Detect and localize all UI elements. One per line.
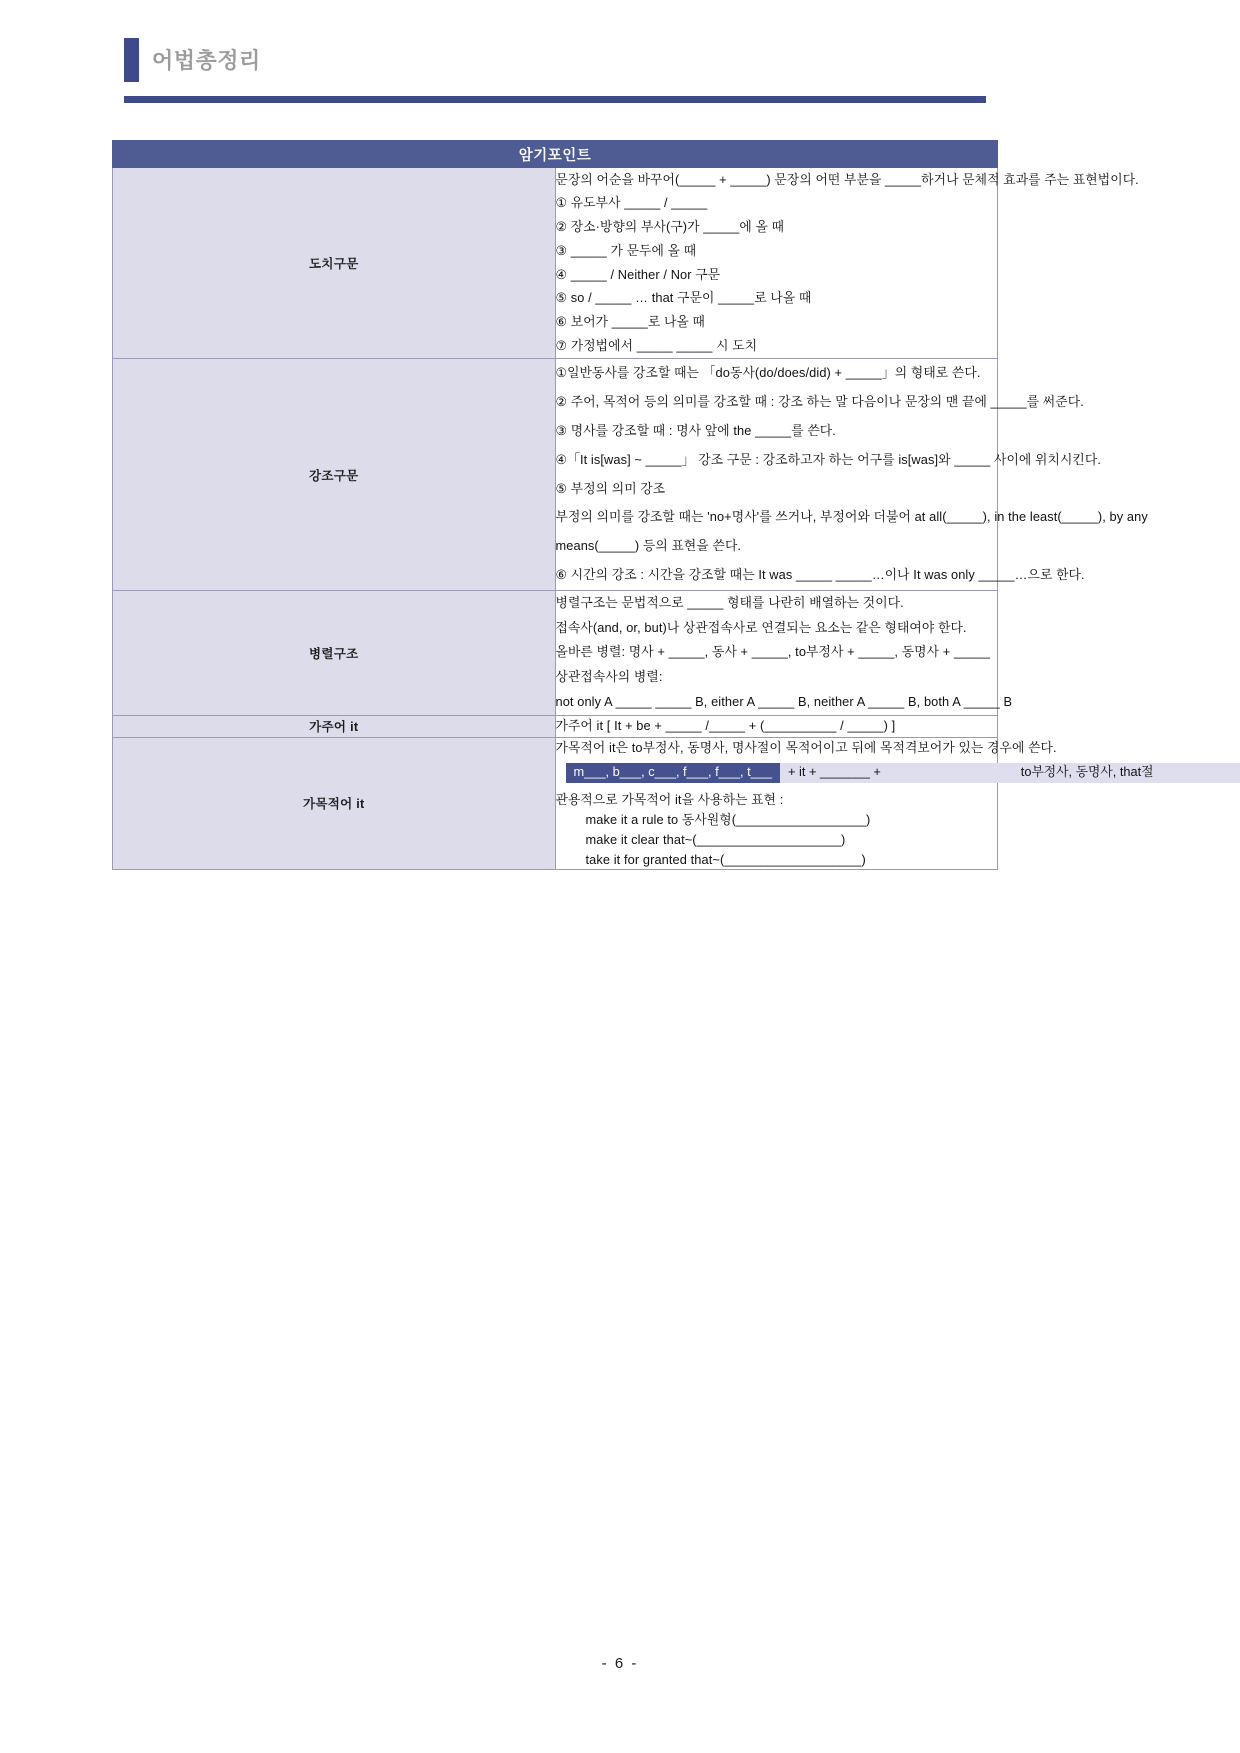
table-title-cell: 암기포인트 (113, 141, 998, 168)
text-line: ④ _____ / Neither / Nor 구문 (555, 266, 721, 282)
text-line: ⑤ so / _____ … that 구문이 _____로 나올 때 (555, 290, 812, 306)
dummy-object-formula-strip (566, 763, 1240, 783)
memorization-points-table (112, 140, 1154, 870)
text-line: not only A _____ _____ B, either A _____ B, neither A _____ B, both A _____ B (555, 693, 1013, 709)
formula-verb-list: m___, b___, c___, f___, f___, t___ (566, 763, 781, 783)
table-row-dummy-object-it (113, 737, 998, 870)
text-line: 가목적어 it은 to부정사, 동명사, 명사절이 목적어이고 뒤에 목적격보어가 있는 경우에 쓴다. (555, 739, 1057, 755)
text-line: ①일반동사를 강조할 때는 「do동사(do/does/did) + _____」의 형태로 쓴다. (555, 365, 981, 381)
table-header-row (113, 141, 998, 168)
table-row-emphasis (113, 359, 998, 590)
text-line: 부정의 의미를 강조할 때는 'no+명사'를 쓰거나, 부정어와 더불어 at all(_____), in the least(_____), by any (555, 509, 1148, 525)
text-line: ③ 명사를 강조할 때 : 명사 앞에 the _____를 쓴다. (555, 422, 836, 438)
idiom-item: make it a rule to 동사원형(__________________) (585, 811, 871, 827)
header-accent-bar (124, 38, 139, 82)
page-number: - 6 - (601, 1655, 639, 1672)
idiom-heading: 관용적으로 가목적어 it을 사용하는 표현 : (555, 792, 784, 808)
text-line: ④「It is[was] ~ _____」 강조 구문 : 강조하고자 하는 어구를 is[was]와 _____ 사이에 위치시킨다. (555, 451, 1101, 467)
text-line: 가주어 it [ It + be + _____ /_____ + (__________ / _____) ] (555, 717, 896, 733)
row-label-inversion: 도치구문 (113, 168, 556, 359)
row-content-dummy-object-it (555, 737, 1154, 870)
text-line: 문장의 어순을 바꾸어(_____ + _____) 문장의 어떤 부분을 _____하거나 문체적 효과를 주는 표현법이다. (555, 171, 1139, 187)
row-label-dummy-object-it: 가목적어 it (113, 737, 556, 870)
text-line: 상관접속사의 병렬: (555, 669, 663, 685)
row-content-dummy-subject-it (555, 715, 998, 737)
table-row-dummy-subject-it (113, 715, 998, 737)
row-content-inversion (555, 168, 1139, 359)
table-body (113, 168, 1154, 870)
text-line: ⑦ 가정법에서 _____ _____ 시 도치 (555, 338, 758, 354)
page-header (0, 0, 1240, 118)
row-label-parallel-structure: 병렬구조 (113, 590, 556, 715)
text-line: ⑤ 부정의 의미 강조 (555, 480, 666, 496)
text-line: means(_____) 등의 표현을 쓴다. (555, 538, 742, 554)
table-head (113, 141, 998, 168)
text-line: 접속사(and, or, but)나 상관접속사로 연결되는 요소는 같은 형태여야 한다. (555, 619, 967, 635)
formula-middle: + it + _______ + (780, 763, 1013, 783)
row-content-emphasis (555, 359, 1148, 590)
row-content-parallel-structure (555, 590, 1013, 715)
table-row-parallel-structure (113, 590, 998, 715)
text-line: 병렬구조는 문법적으로 _____ 형태를 나란히 배열하는 것이다. (555, 594, 904, 610)
table-row-inversion (113, 168, 998, 359)
row-label-emphasis: 강조구문 (113, 359, 556, 590)
text-line: ③ _____ 가 문두에 올 때 (555, 242, 697, 258)
text-line: ⑥ 보어가 _____로 나올 때 (555, 314, 706, 330)
text-line: ② 장소·방향의 부사(구)가 _____에 올 때 (555, 219, 785, 235)
page-title: 어법총정리 (152, 48, 261, 73)
header-divider-rule (124, 96, 986, 103)
text-line: ⑥ 시간의 강조 : 시간을 강조할 때는 It was _____ _____…이나 It was only _____…으로 한다. (555, 566, 1085, 582)
text-line: ② 주어, 목적어 등의 의미를 강조할 때 : 강조 하는 말 다음이나 문장의 맨 끝에 _____를 써준다. (555, 394, 1084, 410)
idiom-item: make it clear that~(____________________) (585, 831, 846, 847)
text-line: 올바른 병렬: 명사 + _____, 동사 + _____, to부정사 + _____, 동명사 + _____ (555, 644, 991, 660)
text-line: ① 유도부사 _____ / _____ (555, 195, 708, 211)
idiom-item: take it for granted that~(___________________) (585, 851, 866, 867)
row-label-dummy-subject-it: 가주어 it (113, 715, 556, 737)
formula-complement-list: to부정사, 동명사, that절 (1013, 763, 1240, 783)
